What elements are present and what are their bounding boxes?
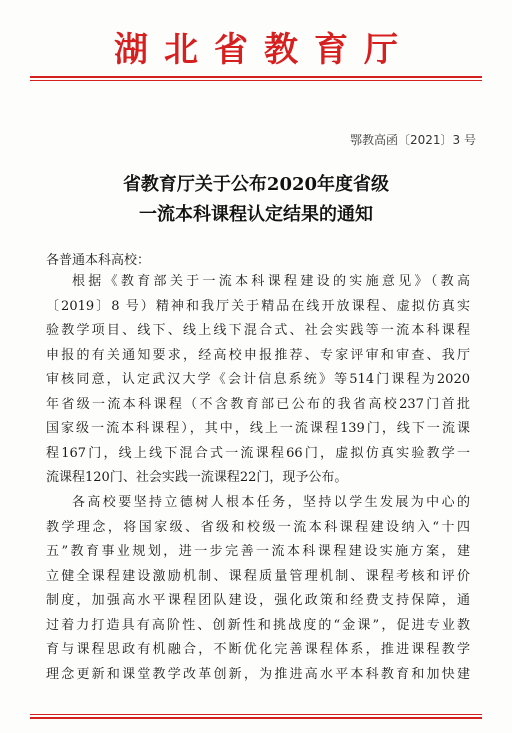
title-line-1: 省教育厅关于公布2020年度省级 xyxy=(122,174,390,195)
title-line-2: 一流本科课程认定结果的通知 xyxy=(139,204,373,225)
letterhead-rule-thin xyxy=(30,80,482,81)
paragraph-line: 各高校要坚持立德树人根本任务，坚持以学生发展为中心的 xyxy=(72,495,470,510)
paragraph-line: 理念更新和课堂教学改革创新，为推进高水平本科教育和加快建 xyxy=(46,666,470,682)
paragraph-line: 育与课程思政有机融合，不断优化完善课程体系，推进课程教学 xyxy=(46,642,470,658)
paragraph-line: 立健全课程建设激励机制、课程质量管理机制、课程考核和评价 xyxy=(46,568,470,584)
footer-rule-thin xyxy=(30,714,482,715)
paragraph-line: 制度，加强高水平课程团队建设，强化政策和经费支持保障，通 xyxy=(46,593,470,609)
document-number: 鄂教高函〔2021〕3 号 xyxy=(350,133,476,147)
paragraph-line: 根据《教育部关于一流本科课程建设的实施意见》（教高 xyxy=(72,274,470,289)
paragraph-line: 审核同意，认定武汉大学《会计信息系统》等514门课程为2020 xyxy=(46,372,470,388)
salutation: 各普通本科高校： xyxy=(46,253,151,268)
paragraph-line: 国家级一流本科课程），其中，线上一流课程139门，线下一流课 xyxy=(46,421,470,437)
letterhead-rule-thick xyxy=(30,76,482,78)
paragraph-line: 过着力打造具有高阶性、创新性和挑战度的“金课”，促进专业教 xyxy=(46,617,470,633)
paragraph-line: 年省级一流本科课程（不含教育部已公布的我省高校237门首批 xyxy=(46,396,470,412)
paragraph-line: 验教学项目、线下、线上线下混合式、社会实践等一流本科课程 xyxy=(46,323,470,339)
paragraph-1 xyxy=(46,270,470,491)
letterhead: 湖北省教育厅 xyxy=(114,30,414,70)
paragraph-line: 申报的有关通知要求，经高校申报推荐、专家评审和审查、我厅 xyxy=(46,347,470,363)
paragraph-line: 五”教育事业规划，进一步完善一流本科课程建设实施方案，建 xyxy=(46,544,470,560)
paragraph-line: 〔2019〕8 号）精神和我厅关于精品在线开放课程、虚拟仿真实 xyxy=(46,298,470,314)
paragraph-2 xyxy=(46,491,470,687)
footer-rule-thick xyxy=(30,717,482,719)
paragraph-line: 程167门，线上线下混合式一流课程66门，虚拟仿真实验教学一 xyxy=(46,445,470,461)
document-title xyxy=(0,170,512,230)
paragraph-line: 流课程120门、社会实践一流课程22门，现予公布。 xyxy=(46,470,348,486)
paragraph-line: 教学理念，将国家级、省级和校级一流本科课程建设纳入“十四 xyxy=(46,519,470,535)
